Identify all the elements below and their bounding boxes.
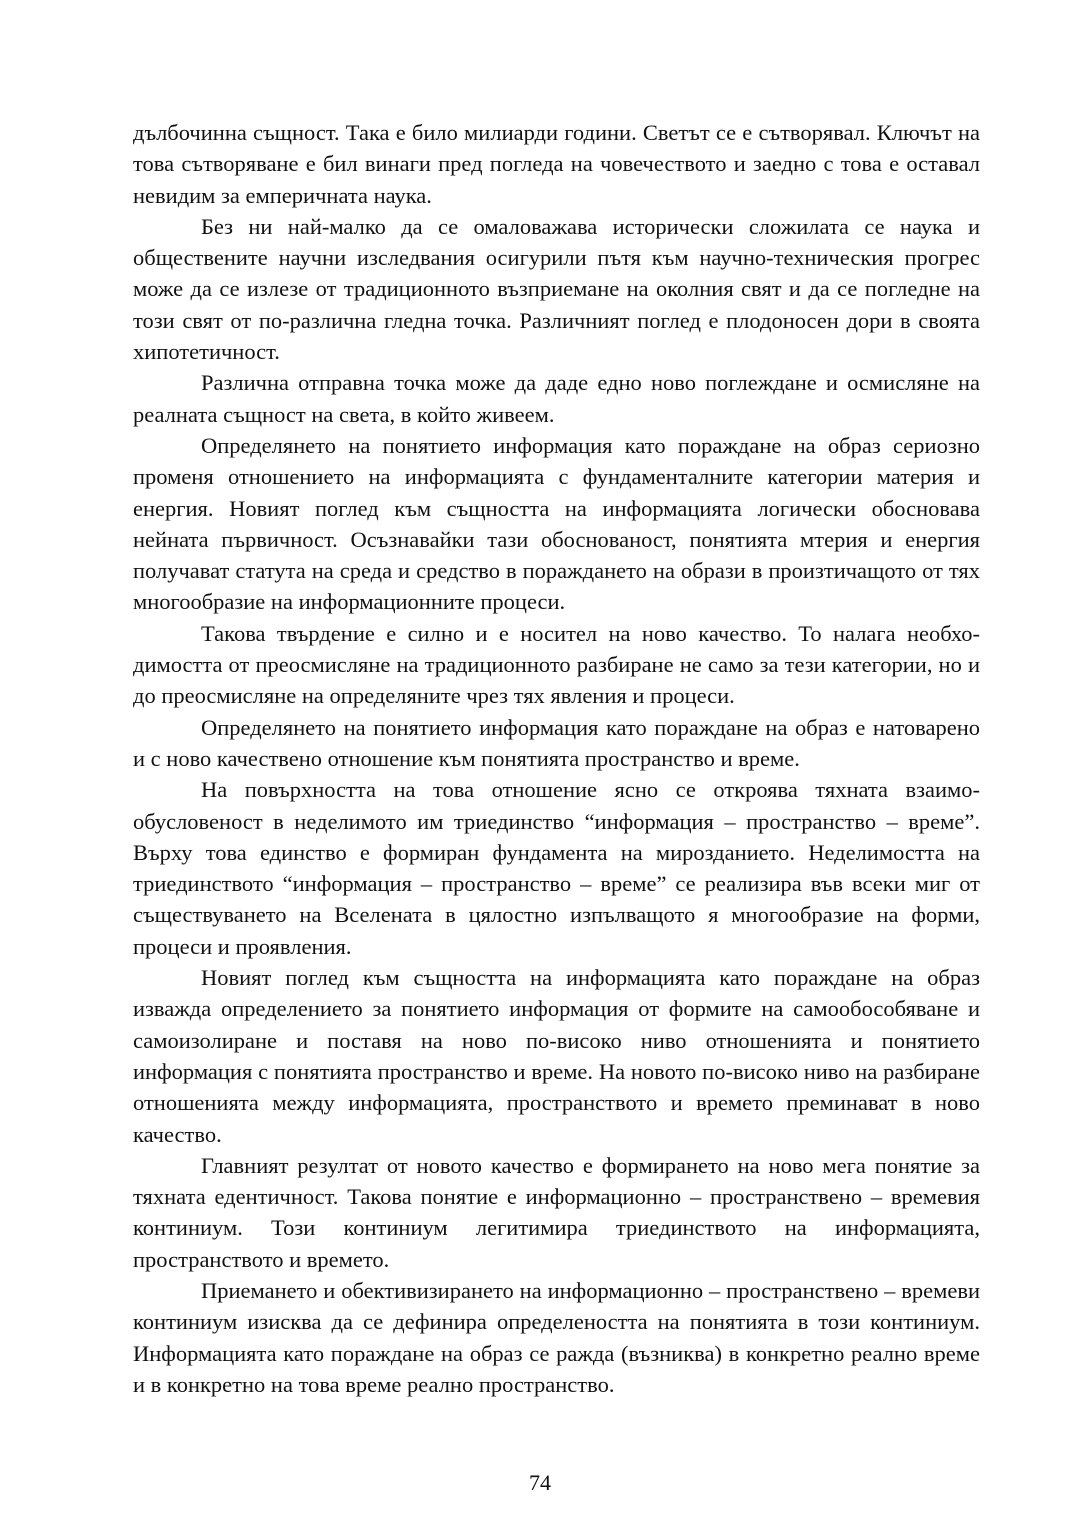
paragraph-2: Без ни най-малко да се омаловажава исторически сложилата се наука и обществените научни изследвания осигурили пътя към научно-техническия прогрес може да се излезе от традиционното възприемане на околния свят и да се погледне на този свят от по-различна гледна точка. Различният поглед е плодоносен дори в своята хипотетичност. <box>133 213 980 365</box>
paragraph-10: Приемането и обективизирането на информационно – пространствено – времеви континиум изисква да се дефинира определеността на понятията в този континиум. Информацията като пораждане на образ се ражда (възниква) в конкретно реално време и в конкретно на това време реално пространство. <box>133 1277 980 1397</box>
paragraph-7: На повърхността на това отношение ясно се откроява тяхната взаимообусловеност в неделимото им триединство “информация – пространство – време”. Върху това единство е формиран фундамента на мирозданието. Неделимостта на триединството “информация – пространство – време” се реализира във всеки миг от съществуването на Вселената в цялостно изпълващото я многообразие на форми, процеси и проявления. <box>133 777 980 959</box>
paragraph-8: Новият поглед към същността на информацията като пораждане на образ изважда определението за понятието информация от формите на самообособяване и самоизолиране и поставя на ново по-високо ниво отношенията и понятието информация с понятията пространство и време. На новото по-високо ниво на разбиране отношенията между информацията, пространството и времето преминават в ново качество. <box>133 965 980 1147</box>
paragraph-4: Определянето на понятието информация като пораждане на образ сериозно променя отношението на информацията с фундаменталните категории материя и енергия. Новият поглед към същността на информацията логически обосновава нейната първичност. Осъзнавайки тази обоснованост, понятията мтерия и енергия получават статута на среда и средство в пораждането на образи в произтичащото от тях многообразие на информационните процеси. <box>133 432 980 615</box>
document-page <box>133 117 980 1447</box>
paragraph-3: Различна отправна точка може да даде едно ново поглеждане и осмисляне на реалната същност на света, в който живеем. <box>133 370 980 427</box>
paragraph-9: Главният резултат от новото качество е формирането на ново мега понятие за тяхната едентичност. Такова понятие е информационно – пространствено – времевия континиум. Този континиум легитимира триединството на информацията, пространството и времето. <box>133 1152 980 1272</box>
paragraph-5: Такова твърдение е силно и е носител на ново качество. То налага необходимостта от преосмисляне на традиционното разбиране не само за тези категории, но и до преосмисляне на определяните чрез тях явления и процеси. <box>133 620 980 709</box>
page-number: 74 <box>529 1470 551 1495</box>
paragraph-1: дълбочинна същност. Така е било милиарди години. Светът се е сътворявал. Ключът на това сътворяване е бил винаги пред погледа на човечеството и заедно с това е оставал невидим за емперичната наука. <box>133 120 980 208</box>
paragraph-6: Определянето на понятието информация като пораждане на образ е натоварено и с ново качествено отношение към понятията пространство и време. <box>133 714 980 771</box>
